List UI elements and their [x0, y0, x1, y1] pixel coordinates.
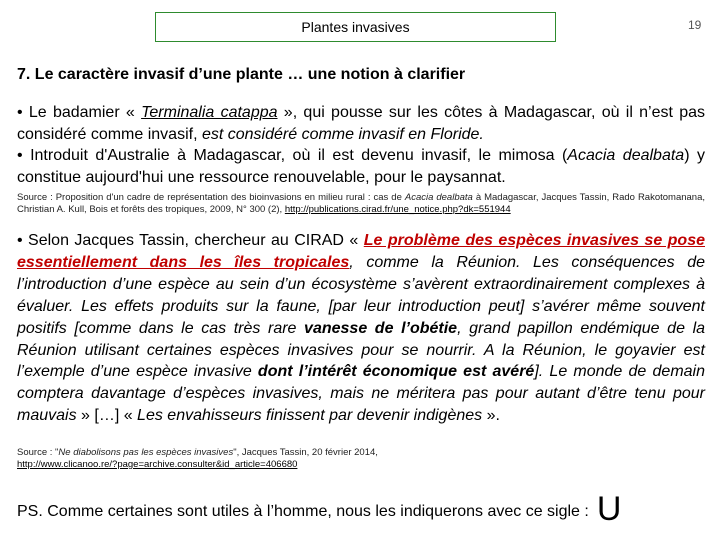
bullet1-text-a: • Le badamier «: [17, 104, 142, 121]
source2-title: Ne diabolisons pas les espèces invasives: [58, 447, 234, 458]
ps-note: [17, 490, 707, 529]
quote-part5: Les envahisseurs finissent par devenir indigènes: [137, 407, 483, 425]
source1-text-a: Source : Proposition d'un cadre de représentation des bioinvasions en milieu rural : cas de: [17, 192, 405, 203]
quote-part4: » […] «: [76, 407, 138, 425]
source2-link[interactable]: http://www.clicanoo.re/?page=archive.consulter&id_article=406680: [17, 459, 298, 470]
page-number: 19: [688, 18, 702, 32]
bullet1-text-d: en Floride.: [403, 125, 484, 143]
quote-interet: dont l’intérêt économique est avéré: [257, 363, 535, 381]
source2-text-b: ", Jacques Tassin, 20 février 2014,: [233, 447, 378, 458]
paragraph-examples: [17, 102, 705, 189]
quote-intro: • Selon Jacques Tassin, chercheur au CIRAD «: [17, 232, 364, 249]
bullet2-species: Acacia dealbata: [567, 147, 685, 165]
bullet1-species: Terminalia catappa: [141, 104, 278, 121]
bullet2-text-b: ) y constitue aujourd'hui une ressource renouvelable, pour le paysannat.: [17, 147, 706, 187]
source-citation-1: [17, 192, 705, 216]
slide-title: Plantes invasives: [301, 19, 410, 35]
paragraph-tassin-quote: [17, 230, 705, 427]
useful-sign-icon: U: [596, 490, 622, 528]
slide-title-box: [155, 12, 556, 42]
source1-species: Acacia dealbata: [404, 192, 473, 203]
quote-highlight: Le problème des espèces invasives se pose essentiellement dans les îles tropicales: [17, 232, 705, 271]
ps-text: PS. Comme certaines sont utiles à l’homme, nous les indiquerons avec ce sigle :: [17, 503, 589, 520]
quote-part2: , grand papillon endémique de la Réunion utilisant certaines espèces invasives pour se nourrir. A la Réunion, le goyavier est l’exemple d’une espèce invasive: [17, 319, 706, 381]
quote-vanesse: vanesse de l’obétie: [304, 319, 458, 337]
bullet2-text-a: • Introduit d'Australie à Madagascar, où il est devenu invasif, le mimosa (: [17, 147, 568, 165]
quote-part1: , comme la Réunion. Les conséquences de l’introduction d’une espèce au sein d’un écosystème s’avèrent extraordinairement complexes à évaluer. Les effets produits sur la faune, [par leur introduction peut] s’avérer même souvent positifs [comme dans le cas très rare: [17, 253, 705, 337]
source-citation-2: [17, 447, 705, 471]
quote-part3: ]. Le monde de demain comptera davantage d’espèces invasives, mais ne méritera pas pour autant d’être tenu pour mauvais: [17, 363, 705, 425]
quote-part6: ».: [482, 407, 500, 425]
bullet1-text-b: », qui pousse sur les côtes à Madagascar, où il n’est pas considéré comme invasif,: [17, 104, 706, 143]
section-heading: 7. Le caractère invasif d’une plante … une notion à clarifier: [17, 66, 466, 83]
source2-text-a: Source : ": [17, 447, 59, 458]
source1-link[interactable]: http://publications.cirad.fr/une_notice.php?dk=551944: [284, 204, 511, 215]
bullet1-text-c: est considéré comme invasif: [201, 125, 404, 143]
source1-text-b: à Madagascar, Jacques Tassin, Rado Rakotomanana, Christian A. Kull, Bois et forêts des tropiques, 2009, N° 300 (2),: [17, 192, 706, 215]
